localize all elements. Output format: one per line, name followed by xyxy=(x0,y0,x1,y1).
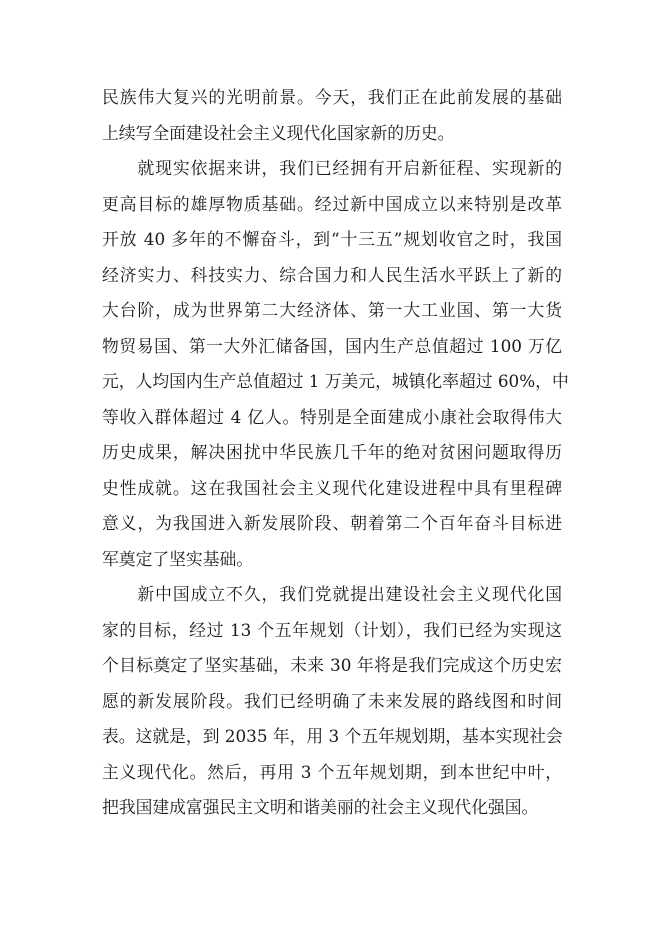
paragraph-1 xyxy=(102,80,562,151)
text-line: 等收入群体超过 4 亿人。特别是全面建成小康社会取得伟大 xyxy=(102,406,562,427)
body-text xyxy=(102,80,569,826)
paragraph-2 xyxy=(102,151,569,577)
text-line: 物贸易国、第一大外汇储备国，国内生产总值超过 100 万亿 xyxy=(102,335,562,356)
text-line: 民族伟大复兴的光明前景。今天，我们正在此前发展的基础 xyxy=(102,87,562,107)
text-line: 元，人均国内生产总值超过 1 万美元，城镇化率超过 60%，中 xyxy=(102,371,569,391)
text-line: 主义现代化。然后，再用 3 个五年规划期，到本世纪中叶， xyxy=(102,761,562,782)
text-line: 愿的新发展阶段。我们已经明确了未来发展的路线图和时间 xyxy=(102,690,562,711)
text-line: 军奠定了坚实基础。 xyxy=(102,548,254,569)
text-line: 上续写全面建设社会主义现代化国家新的历史。 xyxy=(102,122,455,143)
text-line: 家的目标，经过 13 个五年规划（计划），我们已经为实现这 xyxy=(102,619,562,640)
text-line: 开放 40 多年的不懈奋斗，到“十三五”规划收官之时，我国 xyxy=(102,229,562,249)
text-line: 表。这就是，到 2035 年，用 3 个五年规划期，基本实现社会 xyxy=(102,726,563,746)
text-line: 更高目标的雄厚物质基础。经过新中国成立以来特别是改革 xyxy=(102,193,562,214)
text-line: 个目标奠定了坚实基础，未来 30 年将是我们完成这个历史宏 xyxy=(102,655,562,675)
text-line: 就现实依据来讲，我们已经拥有开启新征程、实现新的 xyxy=(102,158,562,178)
text-line: 历史成果，解决困扰中华民族几千年的绝对贫困问题取得历 xyxy=(102,442,562,462)
paragraph-3 xyxy=(102,577,562,826)
text-line: 把我国建成富强民主文明和谐美丽的社会主义现代化强国。 xyxy=(102,797,539,817)
text-line: 意义，为我国进入新发展阶段、朝着第二个百年奋斗目标进 xyxy=(102,513,562,533)
text-line: 大台阶，成为世界第二大经济体、第一大工业国、第一大货 xyxy=(102,300,562,320)
text-line: 经济实力、科技实力、综合国力和人民生活水平跃上了新的 xyxy=(102,264,562,285)
text-line: 新中国成立不久，我们党就提出建设社会主义现代化国 xyxy=(102,584,562,604)
text-line: 史性成就。这在我国社会主义现代化建设进程中具有里程碑 xyxy=(102,477,562,498)
